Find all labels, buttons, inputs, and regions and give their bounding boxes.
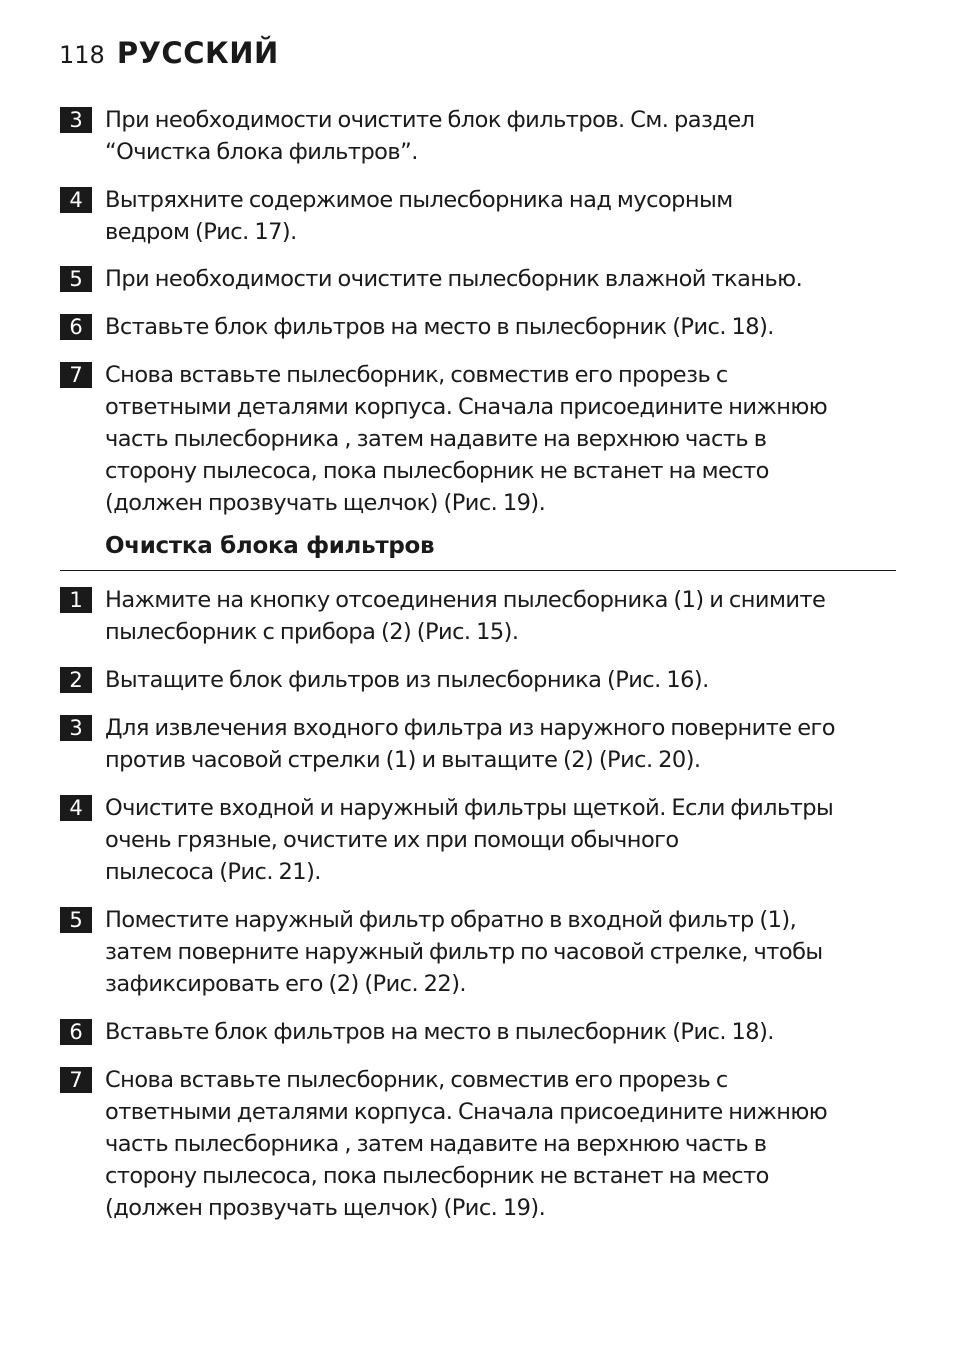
step-item: [60, 1016, 896, 1048]
step-text: Для извлечения входного фильтра из наружного поверните его против часовой стрелки (1) и вытащите (2) (Рис. 20).: [105, 715, 835, 773]
step-number-badge: 2: [60, 667, 92, 693]
step-item: [60, 263, 896, 295]
step-text: При необходимости очистите блок фильтров. См. раздел “Очистка блока фильтров”.: [105, 107, 755, 165]
step-text: Вытряхните содержимое пылесборника над мусорным ведром (Рис. 17).: [105, 187, 733, 245]
step-text: Снова вставьте пылесборник, совместив его прорезь с ответными деталями корпуса. Сначала присоедините нижнюю часть пылесборника , затем надавите на верхнюю часть в сторону пылесоса, пока пылесборник не встанет на место (должен прозвучать щелчок) (Рис. 19).: [105, 1067, 828, 1221]
section-heading: Очистка блока фильтров: [105, 533, 435, 559]
step-number-badge: 3: [60, 107, 92, 133]
step-number-badge: 4: [60, 795, 92, 821]
step-number-badge: 5: [60, 907, 92, 933]
section-divider: [60, 570, 896, 571]
step-item: [60, 1064, 896, 1224]
step-number-badge: 6: [60, 314, 92, 340]
step-number-badge: 5: [60, 266, 92, 292]
step-item: [60, 311, 896, 343]
step-text: Поместите наружный фильтр обратно в входной фильтр (1), затем поверните наружный фильтр по часовой стрелке, чтобы зафиксировать его (2) (Рис. 22).: [105, 907, 823, 997]
step-number-badge: 3: [60, 715, 92, 741]
step-text: Снова вставьте пылесборник, совместив его прорезь с ответными деталями корпуса. Сначала присоедините нижнюю часть пылесборника , затем надавите на верхнюю часть в сторону пылесоса, пока пылесборник не встанет на место (должен прозвучать щелчок) (Рис. 19).: [105, 362, 828, 516]
page-language-title: РУССКИЙ: [116, 36, 279, 70]
page-number: 118: [59, 41, 105, 69]
step-item: [60, 664, 896, 696]
step-number-badge: 4: [60, 187, 92, 213]
step-item: [60, 584, 896, 648]
step-item: [60, 904, 896, 1000]
step-number-badge: 6: [60, 1019, 92, 1045]
step-item: [60, 104, 896, 168]
step-text: При необходимости очистите пылесборник влажной тканью.: [105, 266, 803, 292]
step-text: Нажмите на кнопку отсоединения пылесборника (1) и снимите пылесборник с прибора (2) (Рис. 15).: [105, 587, 826, 645]
step-item: [60, 184, 896, 248]
step-text: Очистите входной и наружный фильтры щеткой. Если фильтры очень грязные, очистите их при помощи обычного пылесоса (Рис. 21).: [105, 795, 834, 885]
step-item: [60, 359, 896, 519]
step-text: Вставьте блок фильтров на место в пылесборник (Рис. 18).: [105, 1019, 774, 1045]
step-item: [60, 712, 896, 776]
page-header: [59, 36, 279, 70]
step-text: Вставьте блок фильтров на место в пылесборник (Рис. 18).: [105, 314, 774, 340]
step-number-badge: 1: [60, 587, 92, 613]
step-text: Вытащите блок фильтров из пылесборника (Рис. 16).: [105, 667, 709, 693]
step-number-badge: 7: [60, 362, 92, 388]
step-number-badge: 7: [60, 1067, 92, 1093]
step-item: [60, 792, 896, 888]
